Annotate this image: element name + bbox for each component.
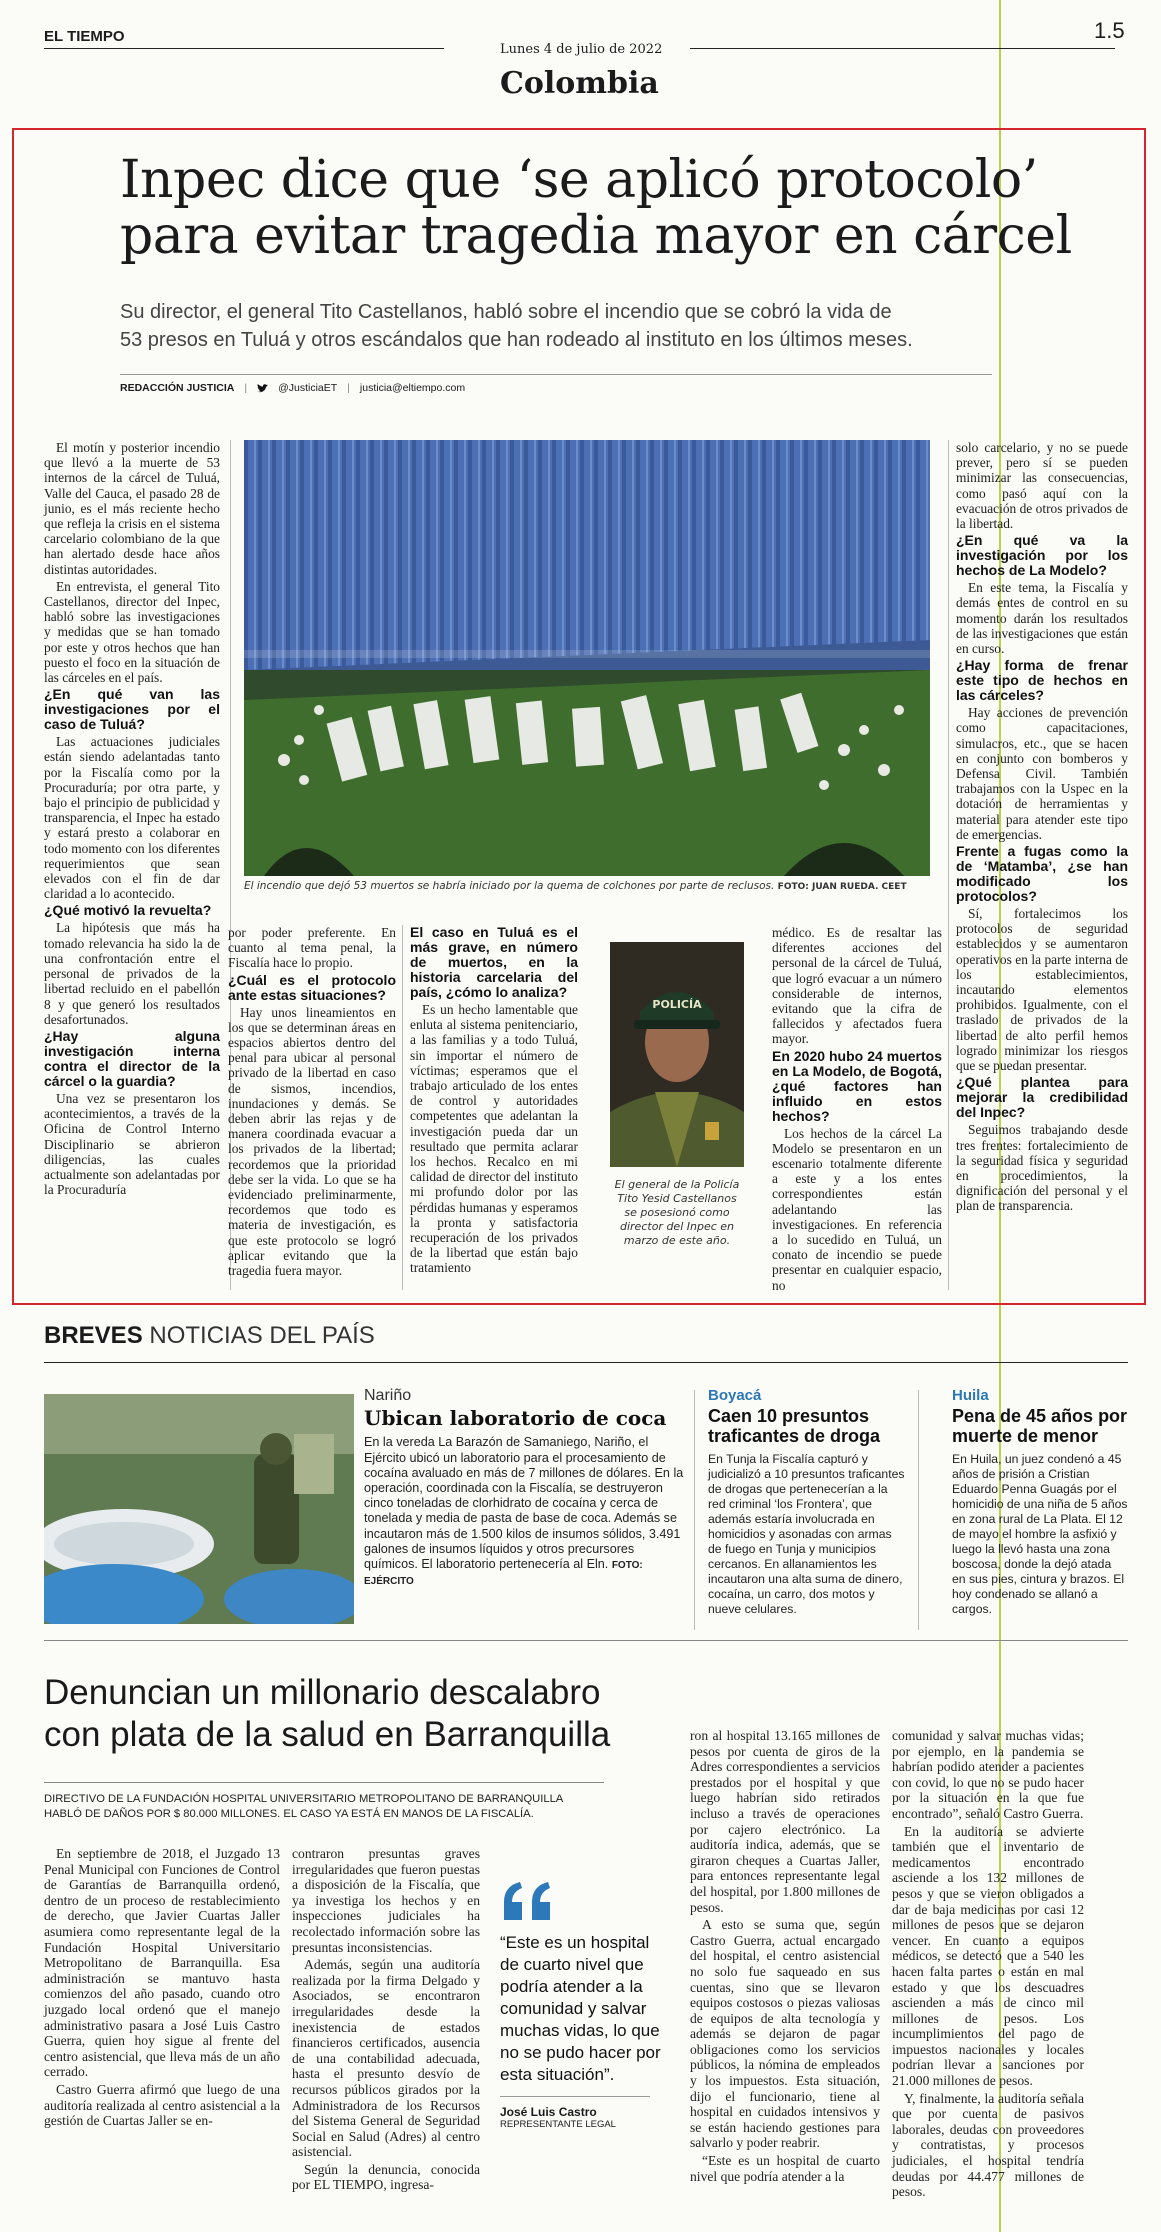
paragraph: solo carcelario, y no se puede prever, pero sí se pueden minimizar las consecuencias, como pasó aquí con la evacuación de otros privados de la libertad. [956, 440, 1128, 532]
issue-date: Lunes 4 de julio de 2022 [500, 42, 663, 57]
paragraph: Seguimos trabajando desde tres frentes: fortalecimiento de la seguridad física y seguridad en procedimientos, la dignificación del personal y el plan de transparencia. [956, 1122, 1128, 1214]
bottom-headline-line-2: con plata de la salud en Barranquilla [44, 1715, 611, 1754]
twitter-handle[interactable]: @JusticiaET [278, 382, 338, 394]
breve-huila [952, 1388, 1128, 1617]
question-heading: El caso en Tuluá es el más grave, en número de muertos, en la historia carcelaria del país, ¿cómo lo analiza? [410, 924, 578, 1000]
question-heading: ¿Qué plantea para mejorar la credibilidad del Inpec? [956, 1074, 1128, 1121]
quote-name: José Luis Castro [500, 2105, 597, 2119]
paragraph: médico. Es de resaltar las diferentes acciones del personal de la cárcel de Tuluá, que logró evacuar a un número considerable de internos, evitando que la cifra de fallecidos y afectados fuera mayor. [772, 925, 942, 1047]
paragraph: “Este es un hospital de cuarto nivel que podría atender a la [690, 2153, 880, 2184]
header-rule-left [44, 48, 444, 49]
portrait-photo [610, 942, 744, 1167]
deck-line-2: HABLÓ DE DAÑOS POR $ 80.000 MILLONES. EL CASO YA ESTÁ EN MANOS DE LA FISCALÍA. [44, 1808, 534, 1820]
breve-headline: Caen 10 presuntos traficantes de droga [708, 1406, 881, 1447]
breve-region: Nariño [364, 1387, 412, 1404]
question-heading: Frente a fugas como la de ‘Matamba’, ¿se han modificado los protocolos? [956, 843, 1128, 905]
email-address[interactable]: justicia@eltiempo.com [359, 382, 466, 394]
quote-mark-icon [500, 1880, 560, 1924]
twitter-icon [257, 384, 268, 393]
breve-body: En Huila, un juez condenó a 45 años de prisión a Cristian Eduardo Penna Guagás por el homicidio de una niña de 5 años en zona rural de La Plata. El 12 de mayo el hombre la asfixió y luego la llevó hasta una zona boscosa, donde la dejó atada en sus pies, cintura y brazos. El hoy condenado se allanó a cargos. [952, 1452, 1128, 1617]
question-heading: ¿Cuál es el protocolo ante estas situaciones? [228, 971, 396, 1003]
paragraph: Además, según una auditoría realizada por la firma Delgado y Asociados, se encontraron irregularidades desde la inexistencia de estados financieros certificados, ausencia de una contabilidad adecuada, hasta el presunto desvío de recursos públicos girados por la Administradora de los Recursos del Sistema General de Seguridad Social en Salud (Adres) al centro asistencial. [292, 1957, 480, 2160]
column-divider [918, 1390, 919, 1630]
header-rule-right [690, 48, 1115, 49]
quote-text: “Este es un hospital de cuarto nivel que podría atender a la comunidad y salvar muchas vidas, lo que no se pudo hacer por esta situación”. [500, 1933, 661, 2084]
byline-author: REDACCIÓN JUSTICIA [120, 382, 235, 394]
paragraph: Sí, fortalecimos los protocolos de seguridad establecidos y se aumentaron operativos en la parte interna de los establecimientos, incautando elementos prohibidos. Igualmente, con el traslado de privados de la libertad de alto perfil hemos logrado minimizar los riesgos que se puedan presentar. [956, 906, 1128, 1074]
article-subhead [120, 298, 913, 354]
bottom-col-4 [690, 1728, 880, 2186]
bottom-headline [44, 1672, 610, 1756]
article-col-5 [956, 440, 1128, 1216]
breves-rule [44, 1362, 1128, 1363]
paragraph: Los hechos de la cárcel La Modelo se presentaron en un escenario totalmente diferente a este y a los entes correspondientes están adelantando las investigaciones. En referencia a lo sucedido en Tuluá, un conato de incendio se puede presentar en cualquier espacio, no [772, 1125, 942, 1293]
photo-caption [244, 880, 907, 892]
paragraph: por poder preferente. En cuanto al tema penal, la Fiscalía hace lo propio. [228, 925, 396, 971]
paragraph: En la auditoría se advierte también que el inventario de medicamentos encontrado asciende a los 132 millones de pesos y que se vieron obligados a dar de baja medicinas por casi 12 millones de pesos que se dejaron vencer. En cuanto a equipos médicos, se detectó que a 540 les hacen falta partes o están en mal estado y que los descuadres ascienden a más de cinco mil millones de pesos. Los incumplimientos del pago de impuestos nacionales y locales podrían llevar a sanciones por 21.000 millones de pesos. [892, 1823, 1084, 2089]
article-col-3 [410, 925, 578, 1278]
paragraph: En este tema, la Fiscalía y demás entes de control en su momento darán los resultados de las investigaciones que están en curso. [956, 580, 1128, 657]
breve-body: En Tunja la Fiscalía capturó y judicializó a 10 presuntos traficantes de drogas que pertenecerían a la red criminal ‘los Frontera’, que además estaría involucrada en homicidios y asonadas con armas de fuego en Tunja y municipios cercanos. En allanamientos les incautaron una alta suma de dinero, cocaína, un carro, dos motos y nueve celulares. [708, 1452, 905, 1617]
paragraph: En entrevista, el general Tito Castellanos, director del Inpec, habló sobre las investigaciones y medidas que se han tomado por este y otros hechos que han puesto el foco en la situación de las cárceles en el país. [44, 578, 220, 686]
section-title: Colombia [500, 66, 659, 101]
breve-headline: Ubican laboratorio de coca [364, 1406, 667, 1431]
paragraph: Las actuaciones judiciales están siendo adelantadas tanto por la Fiscalía como por la Procuraduría; por otra parte, y bajo el principio de publicidad y transparencia, el Inpec ha estado y estará presto a colaborar en todo momento con los diferentes requerimientos que sean elevados con el fin de dar claridad a lo acontecido. [44, 734, 220, 902]
column-divider [948, 440, 949, 1290]
photo-credit: FOTO: JUAN RUEDA. CEET [777, 882, 907, 892]
paragraph: Una vez se presentaron los acontecimientos, a través de la Oficina de Control Interno Disciplinario se abrieron diligencias, las cuales actualmente son adelantadas por la Procuraduría [44, 1090, 220, 1198]
paragraph: La hipótesis que más ha tomado relevancia ha sido la de una confrontación entre el personal de privados de la libertad recluido en el pabellón 8 y que generó los resultados desafortunados. [44, 920, 220, 1027]
paragraph: comunidad y salvar muchas vidas; por ejemplo, en la pandemia se habrían podido atender a pacientes con covid, lo que no se pudo hacer por la situación en la que fue encontrado”, señaló Castro Guerra. [892, 1728, 1084, 1821]
section-rule [44, 1640, 1128, 1641]
quote-role: REPRESENTANTE LEGAL [500, 2119, 616, 2130]
paragraph: Hay unos lineamientos en los que se determinan áreas en espacios abiertos dentro del penal para ubicar al personal privado de la libertad en caso de sismos, incendios, inundaciones y demás. Se deben abrir las rejas y de manera coordinada evacuar a los privados de la libertad; recordemos que la prioridad debe ser la vida. Lo que se ha evidenciado preliminarmente, recordemos que todo es materia de investigación, es que este protocolo se logró aplicar evitando que la tragedia fuera mayor. [228, 1004, 396, 1279]
bottom-col-1 [44, 1846, 280, 2131]
column-divider [694, 1390, 695, 1630]
article-col-2 [228, 925, 396, 1280]
breves-title-light: NOTICIAS DEL PAÍS [149, 1322, 375, 1349]
subhead-line-2: 53 presos en Tuluá y otros escándalos que han rodeado al instituto en los últimos meses. [120, 329, 913, 351]
byline-rule [120, 374, 992, 375]
bottom-col-2 [292, 1846, 480, 2195]
paragraph: Hay acciones de prevención como capacitaciones, simulacros, etc., que se hacen en conjunto con bomberos y Defensa Civil. También trabajamos con la Uspec en la dotación de herramientas y material para atender este tipo de emergencias. [956, 705, 1128, 842]
paragraph: El motín y posterior incendio que llevó a la muerte de 53 internos de la cárcel de Tuluá, Valle del Cauca, el pasado 28 de junio, es el más reciente hecho que refleja la crisis en el sistema carcelario colombiano de la que han alertado desde hace años distintas autoridades. [44, 440, 220, 577]
article-col-1 [44, 440, 220, 1199]
breve-narino [364, 1388, 684, 1589]
paragraph: ron al hospital 13.165 millones de pesos por cuenta de giros de la Adres correspondientes a servicios prestados por el hospital y que luego habrían sido retirados incluso a través de operaciones por cajero electrónico. La auditoría indica, además, que se giraron cheques a Cuartas Jaller, para entonces representante legal del hospital, por 1.800 millones de pesos. [690, 1728, 880, 1915]
question-heading: ¿En qué va la investigación por los hechos de La Modelo? [956, 532, 1128, 579]
paragraph: Es un hecho lamentable que enluta al sistema penitenciario, a las familias y a todo Tuluá, sin importar el número de víctimas; esperamos que el trabajo articulado de los entes de control y autoridades competentes que adelantan la investigación pueda dar un resultado que permita aclarar los hechos. Recalco en mi calidad de director del instituto mi profundo dolor por las pérdidas humanas y esperamos la pronta y satisfactoria recuperación de los privados de la libertad que están bajo tratamiento [410, 1002, 578, 1276]
paragraph: Castro Guerra afirmó que luego de una auditoría realizada al centro asistencial a la gestión de Cuartas Jaller se en- [44, 2081, 280, 2129]
masthead: EL TIEMPO [44, 28, 125, 45]
prison-aerial-photo [244, 440, 930, 876]
question-heading: ¿Hay forma de frenar este tipo de hechos en las cárceles? [956, 657, 1128, 704]
breve-body [364, 1435, 684, 1589]
question-heading: ¿En qué van las investigaciones por el caso de Tuluá? [44, 686, 220, 733]
breve-credit: FOTO: EJÉRCITO [364, 1560, 643, 1588]
portrait-badge-text: POLICÍA [652, 998, 702, 1011]
headline-line-1: Inpec dice que ‘se aplicó protocolo’ [120, 150, 1038, 210]
breves-title-bold: BREVES [44, 1322, 143, 1349]
byline: REDACCIÓN JUSTICIA | @JusticiaET | justicia@eltiempo.com [120, 382, 466, 394]
paragraph: contraron presuntas graves irregularidades que fueron puestas a disposición de la Fiscalía, que ya investiga los hechos y en inspecciones judiciales ha recolectado información sobre las presuntas inconsistencias. [292, 1846, 480, 1955]
pull-quote [500, 1880, 670, 2130]
question-heading: ¿Hay alguna investigación interna contra el director de la cárcel o la guardia? [44, 1027, 220, 1089]
subhead-line-1: Su director, el general Tito Castellanos, habló sobre el incendio que se cobró la vida de [120, 301, 892, 323]
paragraph: Según la denuncia, conocida por EL TIEMPO, ingresa- [292, 2161, 480, 2193]
coca-lab-photo [44, 1394, 354, 1624]
question-heading: ¿Qué motivó la revuelta? [44, 902, 212, 919]
breves-heading [44, 1322, 375, 1350]
headline-line-2: para evitar tragedia mayor en cárcel [120, 206, 1072, 266]
portrait-caption: El general de la Policía Tito Yesid Castellanos se posesionó como director del Inpec en marzo de este año. [614, 1178, 740, 1247]
breve-headline: Pena de 45 años por muerte de menor [952, 1406, 1128, 1447]
article-col-4 [772, 925, 942, 1295]
bottom-headline-line-1: Denuncian un millonario descalabro [44, 1673, 601, 1712]
paragraph: En septiembre de 2018, el Juzgado 13 Penal Municipal con Funciones de Control de Garantías de Barranquilla ordenó, dentro de un proceso de restablecimiento de derecho, que Javier Cuartas Jaller asumiera como representante legal de la Fundación Hospital Universitario Metropolitano de Barranquilla. Esa administración se mantuvo hasta comienzos del año pasado, cuando otro juzgado local ordenó que el manejo administrativo pasara a José Luis Castro Guerra, quien hoy sigue al frente del centro asistencial, que lleva más de un año cerrado. [44, 1846, 280, 2080]
deck-rule [44, 1782, 604, 1783]
breve-boyaca [708, 1388, 908, 1617]
caption-text: El incendio que dejó 53 muertos se habría iniciado por la quema de colchones por parte de reclusos. [244, 880, 775, 892]
question-heading: En 2020 hubo 24 muertos en La Modelo, de Bogotá, ¿qué factores han influido en estos hechos? [772, 1047, 942, 1124]
paragraph: Y, finalmente, la auditoría señala que por cuenta de pasivos laborales, deudas con proveedores y contratistas, y procesos judiciales, el hospital tendría deudas por 44.477 millones de pesos. [892, 2090, 1084, 2200]
column-divider [402, 925, 403, 1290]
article-headline [120, 152, 1072, 264]
breve-text: En la vereda La Barazón de Samaniego, Nariño, el Ejército ubicó un laboratorio para el procesamiento de cocaína avaluado en más de 7 millones de dólares. En la operación, coordinada con la Fiscalía, se destruyeron cinco toneladas de clorhidrato de cocaína y cerca de tonelada y media de pasta de base de coca. Además se incautaron más de 1.500 kilos de insumos sólidos, 3.491 galones de insumos líquidos y otros precursores químicos. El laboratorio pertenecería al Eln. [364, 1435, 684, 1572]
breve-region: Boyacá [708, 1387, 762, 1404]
deck-line-1: DIRECTIVO DE LA FUNDACIÓN HOSPITAL UNIVERSITARIO METROPOLITANO DE BARRANQUILLA [44, 1793, 564, 1805]
bottom-deck [44, 1792, 563, 1822]
bottom-col-5 [892, 1728, 1084, 2202]
breve-region: Huila [952, 1387, 989, 1404]
paragraph: A esto se suma que, según Castro Guerra, actual encargado del hospital, el centro asistencial no solo fue saqueado en sus cuentas, sino que se llevaron equipos costosos o piezas valiosas de equipos de alta tecnología y además se dejaron de pagar obligaciones como los servicios públicos, la nómina de empleados y los impuestos. Esta situación, dijo el funcionario, tiene al hospital en cuidados intensivos y se están haciendo gestiones para salvarlo y poder reabrir. [690, 1917, 880, 2151]
page-number: 1.5 [1094, 18, 1125, 43]
